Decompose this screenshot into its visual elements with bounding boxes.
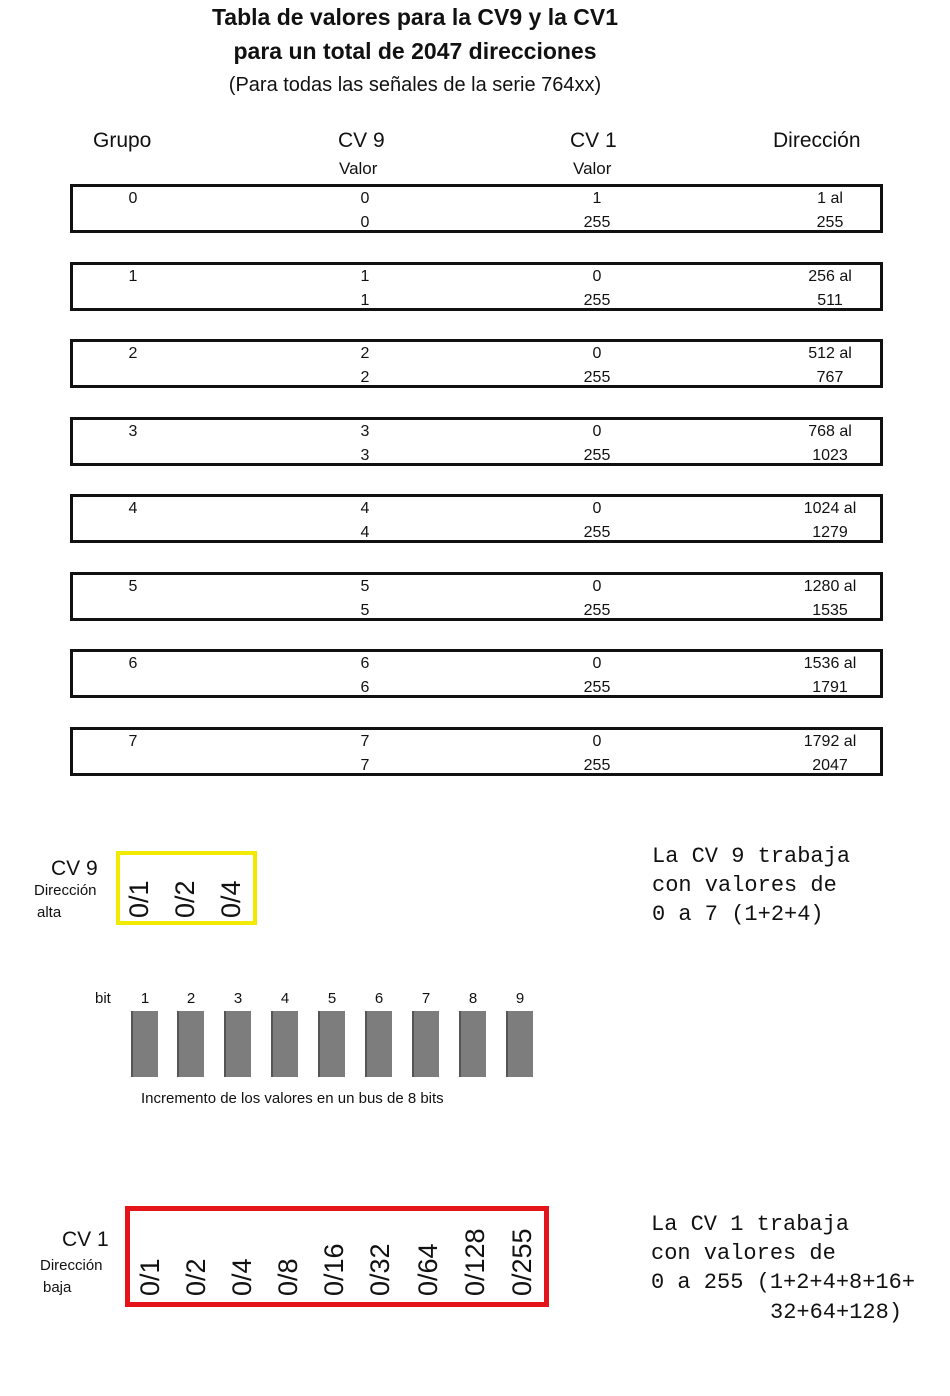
cv1-value-end: 255 xyxy=(583,756,611,774)
header-cv1: CV 1 xyxy=(570,129,617,152)
group-row xyxy=(70,649,883,698)
cv9-sub-alta: alta xyxy=(37,904,62,921)
group-number: 6 xyxy=(128,655,138,672)
bit-bar xyxy=(365,1011,392,1077)
cv1-note-line-3: 0 a 255 (1+2+4+8+16+ xyxy=(651,1270,916,1295)
cv9-value-start: 3 xyxy=(360,422,370,440)
cv9-label: CV 9 xyxy=(51,857,98,880)
subheader-cv1-valor: Valor xyxy=(573,159,612,178)
cv1-bit-value: 0/4 xyxy=(227,1258,257,1296)
group-row xyxy=(70,262,883,311)
bit-number: 8 xyxy=(468,990,478,1007)
direccion-end: 1791 xyxy=(812,679,848,696)
cv9-value-end: 4 xyxy=(360,524,370,541)
group-row xyxy=(70,494,883,543)
cv9-value-start: 1 xyxy=(360,267,370,285)
header-grupo: Grupo xyxy=(93,129,152,152)
direccion-start: 256 al xyxy=(808,267,852,285)
bit-bar xyxy=(131,1011,158,1077)
bit-number: 1 xyxy=(140,990,150,1007)
cv9-value-start: 0 xyxy=(360,190,370,207)
bit-number: 3 xyxy=(233,990,243,1007)
bit-bar xyxy=(506,1011,533,1077)
direccion-start: 768 al xyxy=(808,422,852,440)
cv9-value-start: 2 xyxy=(360,345,370,362)
direccion-end: 511 xyxy=(817,291,843,309)
cv1-note-line-4: 32+64+128) xyxy=(770,1300,903,1325)
cv9-note-line-1: La CV 9 trabaja xyxy=(652,844,851,869)
cv1-sub-direccion: Dirección xyxy=(40,1257,103,1274)
bit-bar xyxy=(412,1011,439,1077)
cv1-sub-baja: baja xyxy=(43,1279,72,1296)
cv9-value-end: 5 xyxy=(360,601,370,619)
cv9-value-end: 3 xyxy=(360,446,370,464)
cv9-value-start: 6 xyxy=(360,655,370,672)
bit-bar xyxy=(177,1011,204,1077)
bit-bar xyxy=(271,1011,298,1077)
group-number: 3 xyxy=(128,422,138,440)
cv1-value-end: 255 xyxy=(583,291,611,309)
cv1-value-start: 0 xyxy=(592,577,602,595)
group-row xyxy=(70,339,883,388)
cv1-note-line-1: La CV 1 trabaja xyxy=(651,1212,850,1237)
bit-number: 5 xyxy=(327,990,337,1007)
direccion-end: 1279 xyxy=(812,524,848,541)
bit-number: 2 xyxy=(186,990,196,1007)
group-number: 1 xyxy=(128,267,138,285)
bit-number: 6 xyxy=(374,990,384,1007)
cv9-note-line-2: con valores de xyxy=(652,873,837,898)
cv1-value-end: 255 xyxy=(583,369,611,386)
cv9-value-end: 6 xyxy=(360,679,370,696)
subheader-cv9-valor: Valor xyxy=(339,159,378,178)
direccion-end: 767 xyxy=(816,369,844,386)
cv1-bit-value: 0/128 xyxy=(460,1228,490,1296)
cv1-bit-value: 0/64 xyxy=(413,1243,443,1296)
cv1-value-end: 255 xyxy=(583,601,611,619)
cv1-value-start: 0 xyxy=(592,655,602,672)
bit-number: 9 xyxy=(515,990,525,1007)
cv9-bit-value: 0/2 xyxy=(170,880,200,918)
group-number: 4 xyxy=(128,500,138,517)
cv1-value-start: 0 xyxy=(592,345,602,362)
direccion-end: 255 xyxy=(816,214,844,231)
page-title: Tabla de valores para la CV9 y la CV1 xyxy=(211,4,619,30)
cv9-value-start: 5 xyxy=(360,577,370,595)
group-row xyxy=(70,727,883,776)
cv1-bit-value: 0/255 xyxy=(507,1228,537,1296)
cv9-sub-direccion: Dirección xyxy=(34,882,97,899)
cv9-value-start: 7 xyxy=(360,732,370,750)
direccion-start: 1536 al xyxy=(803,655,857,672)
direccion-start: 1280 al xyxy=(803,577,857,595)
cv9-note-line-3: 0 a 7 (1+2+4) xyxy=(652,902,824,927)
bit-bar xyxy=(318,1011,345,1077)
direccion-end: 1023 xyxy=(812,446,848,464)
bit-number: 7 xyxy=(421,990,431,1007)
direccion-start: 512 al xyxy=(808,345,852,362)
cv1-value-start: 0 xyxy=(592,267,602,285)
cv1-bit-value: 0/8 xyxy=(273,1258,303,1296)
direccion-start: 1 al xyxy=(817,190,843,207)
cv1-value-start: 0 xyxy=(592,422,602,440)
cv9-value-end: 7 xyxy=(360,756,370,774)
direccion-start: 1024 al xyxy=(803,500,857,517)
group-row xyxy=(70,417,883,466)
group-number: 0 xyxy=(128,190,138,207)
group-number: 2 xyxy=(128,345,138,362)
bit-bar xyxy=(459,1011,486,1077)
cv9-value-end: 1 xyxy=(360,291,370,309)
cv1-value-end: 255 xyxy=(583,214,611,231)
cv9-bit-value: 0/1 xyxy=(124,880,154,918)
group-row xyxy=(70,184,883,233)
cv1-value-end: 255 xyxy=(583,524,611,541)
direccion-end: 1535 xyxy=(812,601,848,619)
cv9-value-start: 4 xyxy=(360,500,370,517)
group-number: 7 xyxy=(128,732,138,750)
cv1-label: CV 1 xyxy=(62,1228,109,1251)
bit-label: bit xyxy=(95,990,111,1007)
bit-bar xyxy=(224,1011,251,1077)
cv1-value-end: 255 xyxy=(583,446,611,464)
cv1-bit-value: 0/16 xyxy=(319,1243,349,1296)
bit-number: 4 xyxy=(280,990,290,1007)
header-direccion: Dirección xyxy=(773,129,861,152)
page-note: (Para todas las señales de la serie 764xx) xyxy=(228,74,602,96)
cv1-value-start: 1 xyxy=(592,190,602,207)
direccion-start: 1792 al xyxy=(803,732,857,750)
cv9-value-end: 0 xyxy=(360,214,370,231)
cv1-bit-value: 0/2 xyxy=(181,1258,211,1296)
header-cv9: CV 9 xyxy=(338,129,385,152)
group-row xyxy=(70,572,883,621)
cv1-note-line-2: con valores de xyxy=(651,1241,836,1266)
cv1-bit-value: 0/1 xyxy=(135,1258,165,1296)
bit-caption: Incremento de los valores en un bus de 8 bits xyxy=(141,1090,444,1107)
direccion-end: 2047 xyxy=(812,756,848,774)
cv9-value-end: 2 xyxy=(360,369,370,386)
group-number: 5 xyxy=(128,577,138,595)
cv1-value-end: 255 xyxy=(583,679,611,696)
cv9-bit-value: 0/4 xyxy=(216,880,246,918)
page-subtitle: para un total de 2047 direcciones xyxy=(233,38,597,64)
cv1-bit-value: 0/32 xyxy=(365,1243,395,1296)
cv1-value-start: 0 xyxy=(592,500,602,517)
cv1-value-start: 0 xyxy=(592,732,602,750)
